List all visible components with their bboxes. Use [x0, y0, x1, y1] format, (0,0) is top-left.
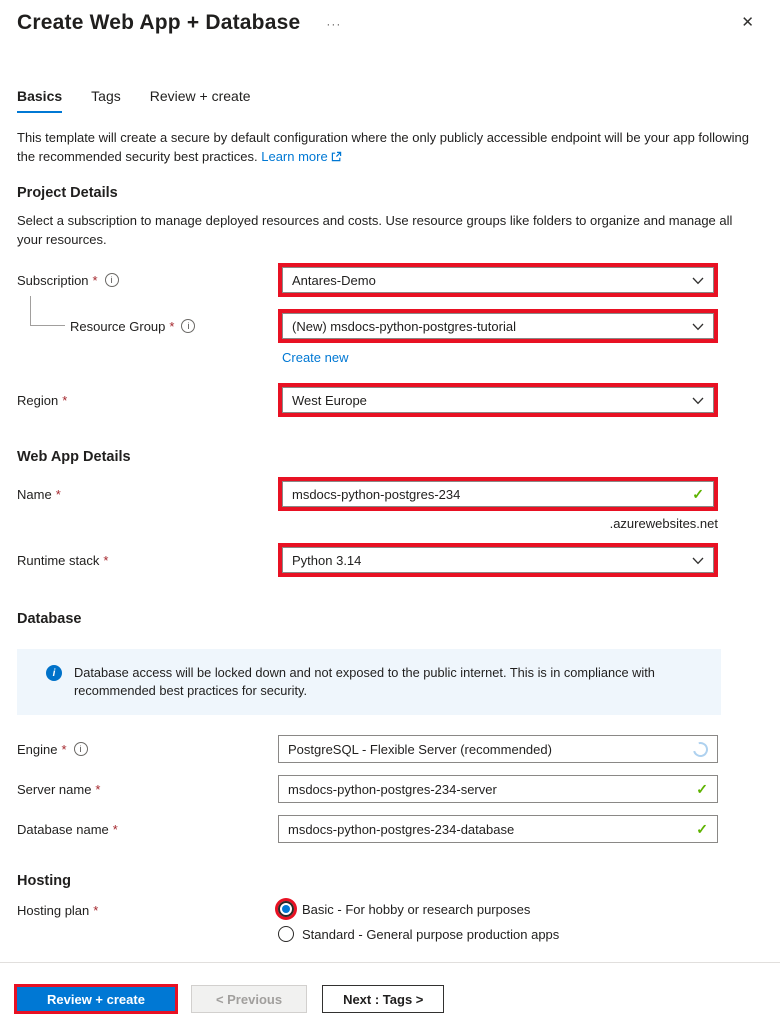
required-asterisk: * [112, 821, 118, 837]
server-name-input[interactable] [278, 775, 718, 803]
required-asterisk: * [169, 318, 175, 334]
dialog-header [17, 0, 763, 35]
learn-more-link[interactable]: Learn more [261, 149, 328, 164]
engine-value: PostgreSQL - Flexible Server (recommended) [288, 741, 552, 757]
name-row [17, 477, 763, 511]
required-asterisk: * [93, 903, 99, 918]
required-asterisk: * [61, 741, 67, 757]
valid-check-icon: ✓ [692, 485, 704, 502]
hosting-plan-label: Hosting plan [17, 903, 90, 918]
runtime-stack-value: Python 3.14 [292, 552, 362, 568]
section-heading-web-app-details: Web App Details [17, 449, 131, 465]
intro-text: This template will create a secure by default configuration where the only publicly accessible endpoint will be your app following the recommended security best practices. [17, 130, 750, 164]
chevron-down-icon [692, 319, 704, 334]
domain-suffix: .azurewebsites.net [609, 516, 718, 531]
engine-row [17, 735, 763, 763]
chevron-down-icon [692, 273, 704, 288]
resource-group-value: (New) msdocs-python-postgres-tutorial [292, 318, 516, 334]
database-name-row [17, 815, 763, 843]
annotation-highlight [278, 477, 718, 511]
tab-review-create[interactable]: Review + create [149, 88, 251, 104]
resource-group-label: Resource Group [70, 318, 166, 334]
next-tags-button[interactable]: Next : Tags > [322, 985, 444, 1013]
resource-group-row [17, 309, 763, 343]
database-name-label: Database name [17, 821, 109, 837]
overflow-menu-icon[interactable]: ··· [326, 17, 342, 31]
region-dropdown[interactable] [282, 387, 714, 413]
section-heading-database: Database [17, 611, 82, 627]
review-create-button[interactable]: Review + create [14, 984, 178, 1014]
loading-spinner-icon [690, 739, 710, 759]
info-icon[interactable]: i [105, 273, 119, 287]
subscription-value: Antares-Demo [292, 272, 376, 288]
section-heading-project-details: Project Details [17, 185, 118, 201]
annotation-highlight [278, 263, 718, 297]
region-value: West Europe [292, 392, 367, 408]
footer-action-bar [0, 962, 780, 1032]
runtime-stack-label: Runtime stack [17, 552, 100, 568]
radio-option-basic[interactable] [278, 901, 559, 917]
subscription-row [17, 263, 763, 297]
engine-input[interactable] [278, 735, 718, 763]
valid-check-icon: ✓ [696, 780, 708, 797]
connector-line [30, 296, 65, 326]
hosting-plan-row [17, 901, 763, 942]
server-name-value: msdocs-python-postgres-234-server [288, 781, 497, 797]
required-asterisk: * [62, 392, 68, 408]
region-row [17, 383, 763, 417]
info-banner [17, 649, 721, 715]
previous-button: < Previous [191, 985, 307, 1013]
intro-paragraph [17, 128, 749, 167]
radio-option-label: Standard - General purpose production apps [302, 926, 560, 942]
tab-bar [17, 88, 763, 113]
info-icon[interactable]: i [74, 742, 88, 756]
name-value: msdocs-python-postgres-234 [292, 486, 461, 502]
runtime-stack-dropdown[interactable] [282, 547, 714, 573]
info-icon[interactable]: i [181, 319, 195, 333]
region-label: Region [17, 392, 59, 408]
runtime-stack-row [17, 543, 763, 577]
required-asterisk: * [55, 486, 61, 502]
page-title: Create Web App + Database [17, 11, 301, 34]
server-name-label: Server name [17, 781, 92, 797]
server-name-row [17, 775, 763, 803]
annotation-highlight [278, 383, 718, 417]
name-label: Name [17, 486, 52, 502]
database-name-value: msdocs-python-postgres-234-database [288, 821, 515, 837]
chevron-down-icon [692, 393, 704, 408]
create-new-link[interactable]: Create new [282, 350, 349, 365]
chevron-down-icon [692, 553, 704, 568]
database-name-input[interactable] [278, 815, 718, 843]
section-heading-hosting: Hosting [17, 873, 71, 889]
close-icon[interactable]: ✕ [741, 14, 754, 31]
required-asterisk: * [103, 552, 109, 568]
tab-basics[interactable]: Basics [17, 88, 62, 113]
engine-label: Engine [17, 741, 58, 757]
annotation-highlight [278, 543, 718, 577]
radio-option-standard[interactable] [278, 926, 559, 942]
resource-group-dropdown[interactable] [282, 313, 714, 339]
external-link-icon [331, 148, 342, 167]
hosting-plan-options [278, 901, 559, 942]
radio-selected-icon [278, 901, 294, 917]
annotation-highlight [278, 309, 718, 343]
info-banner-text: Database access will be locked down and not exposed to the public internet. This is in compliance with recommended best practices for security. [74, 665, 655, 698]
valid-check-icon: ✓ [696, 820, 708, 837]
subscription-dropdown[interactable] [282, 267, 714, 293]
required-asterisk: * [92, 272, 98, 288]
project-description: Select a subscription to manage deployed resources and costs. Use resource groups like folders to organize and manage all your resources. [17, 213, 733, 247]
name-input[interactable] [282, 481, 714, 507]
radio-option-label: Basic - For hobby or research purposes [302, 901, 531, 917]
required-asterisk: * [95, 781, 101, 797]
tab-tags[interactable]: Tags [91, 88, 121, 104]
radio-unselected-icon [278, 926, 294, 942]
subscription-label: Subscription [17, 272, 89, 288]
info-banner-icon: i [46, 665, 62, 681]
